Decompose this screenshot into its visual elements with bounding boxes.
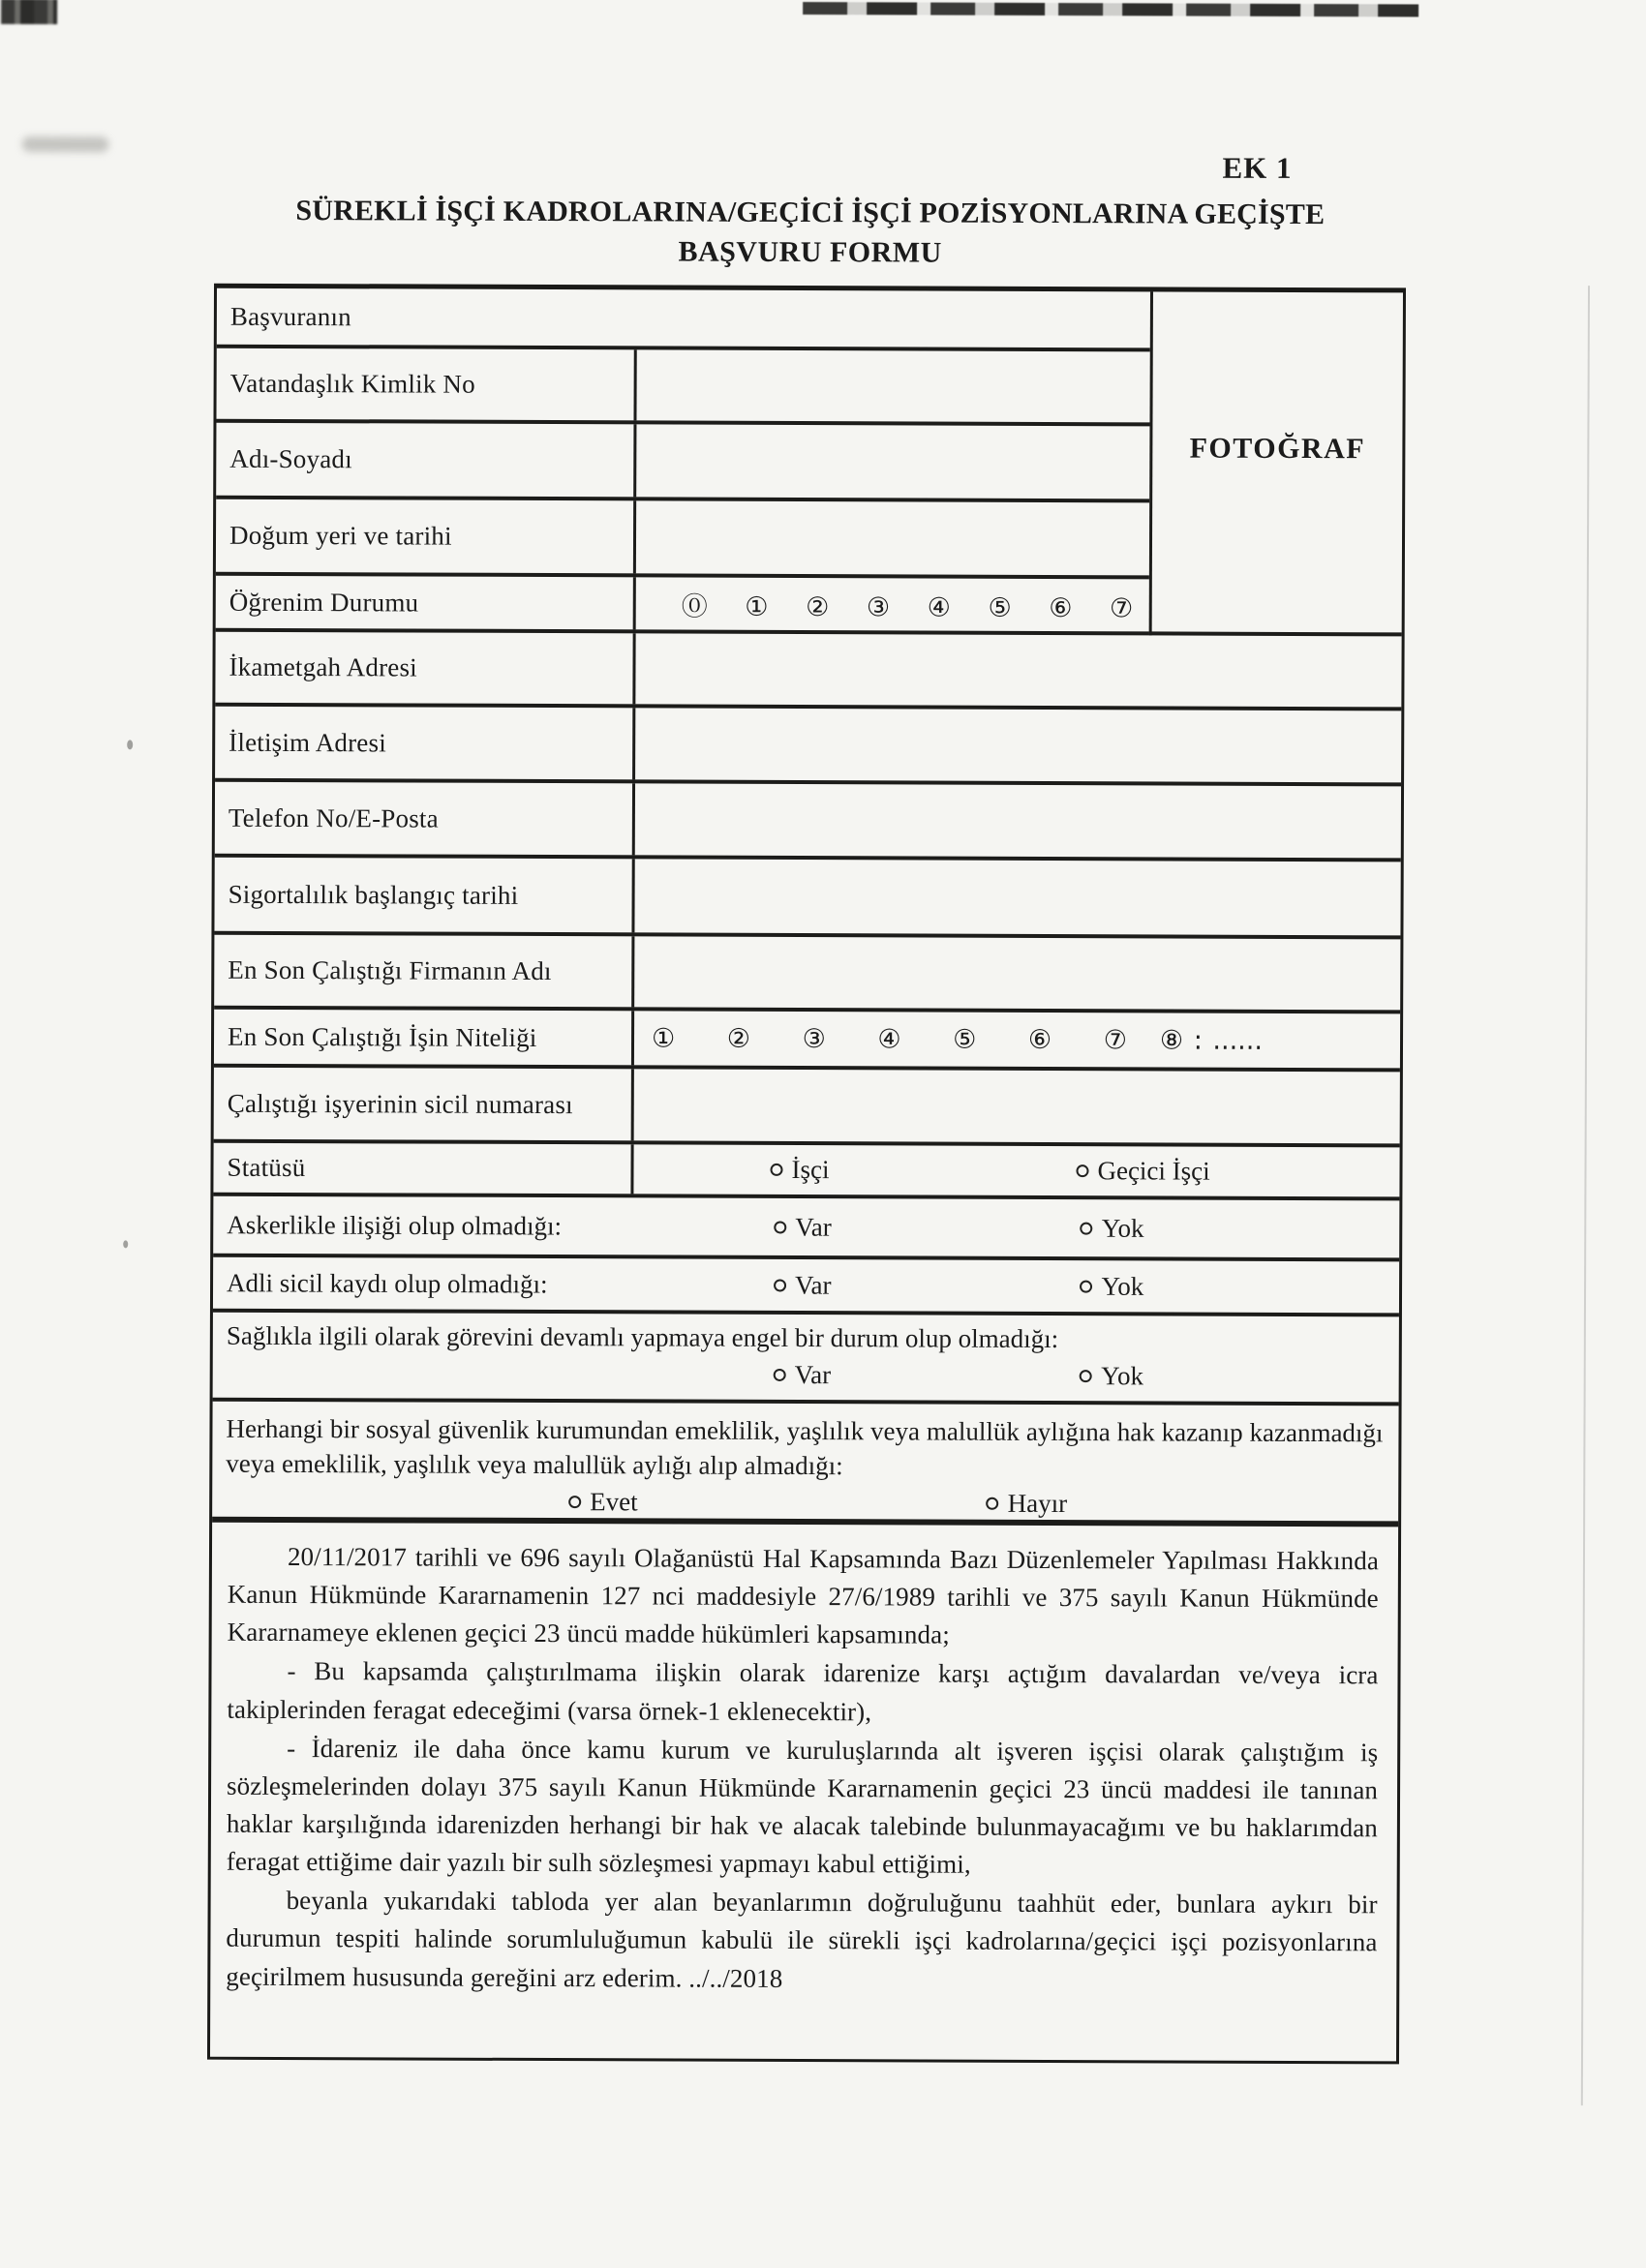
row-last-job-type: [214, 1010, 1400, 1073]
criminal-record-label: Adli sicil kaydı olup olmadığı:: [227, 1267, 548, 1299]
declaration-item-1: - Bu kapsamda çalıştırılmama ilişkin olarak idarenize karşı açtığım davalardan ve/veya icra takiplerinden feragat edeceğimi (varsa örnek-1 eklenecektir),: [227, 1656, 1379, 1726]
status-option-temp-worker[interactable]: [1076, 1156, 1209, 1187]
row-pension-status: [212, 1402, 1398, 1527]
row-phone-email: [215, 782, 1401, 862]
military-option-var[interactable]: [774, 1212, 832, 1242]
row-workplace-registry-no: [214, 1068, 1400, 1148]
last-job-type-other-choice[interactable]: ⑧ : ......: [1159, 1024, 1263, 1056]
status-option-worker[interactable]: [770, 1155, 829, 1185]
status-option-worker-label: İşçi: [791, 1154, 830, 1185]
health-option-yok[interactable]: [1080, 1361, 1143, 1391]
form-title-block: [214, 195, 1406, 272]
row-last-company-name: [214, 935, 1400, 1014]
scan-speck: [127, 740, 133, 749]
residence-address-field[interactable]: [635, 633, 1401, 707]
health-option-yok-label: Yok: [1101, 1361, 1144, 1391]
row-status: [213, 1143, 1399, 1201]
pension-option-hayir-label: Hayır: [1007, 1488, 1068, 1518]
declaration-closing: beyanla yukarıdaki tabloda yer alan beyanlarımın doğruluğunu taahhüt eder, bunlara aykırı bir durumun tespiti halinde sorumluluğumun kabulü ile sürekli işçi kadrolarına/geçici işçi pozisyonlarına geçirilmem hususunda gereğini arz ederim. ../../2018: [226, 1886, 1378, 1993]
health-option-var[interactable]: [774, 1360, 832, 1390]
radio-circle-icon: [774, 1369, 786, 1381]
criminal-option-var[interactable]: [774, 1270, 832, 1300]
scan-artifact-smudge: [22, 136, 109, 152]
residence-address-label: İkametgah Adresi: [215, 632, 635, 705]
birth-place-date-label: Doğum yeri ve tarihi: [216, 499, 636, 574]
row-birth-place-date: [216, 499, 1149, 580]
pension-status-label: Herhangi bir sosyal güvenlik kurumundan emeklilik, yaşlılık veya malullük aylığına hak kazanıp kazanmadığı veya emeklilik, yaşlılık veya malullük aylığı alıp almadığı:: [226, 1413, 1384, 1481]
radio-circle-icon: [1080, 1370, 1092, 1382]
last-job-type-choices[interactable]: ① ② ③ ④ ⑤ ⑥ ⑦: [651, 1022, 1128, 1055]
military-option-yok-label: Yok: [1101, 1213, 1144, 1243]
full-name-label: Adı-Soyadı: [216, 423, 636, 498]
health-status-label: Sağlıkla ilgili olarak görevini devamlı yapmaya engel bir durum olup olmadığı:: [226, 1320, 1059, 1354]
last-company-name-field[interactable]: [634, 936, 1400, 1010]
declaration-block: [210, 1523, 1398, 2000]
pension-option-hayir[interactable]: [987, 1489, 1068, 1519]
military-option-yok[interactable]: [1081, 1213, 1144, 1243]
criminal-option-yok-label: Yok: [1101, 1271, 1144, 1301]
row-health-status: [213, 1313, 1399, 1406]
radio-circle-icon: [770, 1164, 782, 1176]
application-form-table: [207, 284, 1406, 2065]
radio-circle-icon: [568, 1496, 581, 1508]
scan-speck: [123, 1240, 128, 1248]
citizen-id-label: Vatandaşlık Kimlik No: [216, 348, 636, 421]
birth-place-date-field[interactable]: [636, 500, 1149, 575]
declaration-paragraph-1: 20/11/2017 tarihli ve 696 sayılı Olağanüstü Hal Kapsamında Bazı Düzenlemeler Yapılması Hakkında Kanun Hükmünde Kararnamenin 127 nci maddesiyle 27/6/1989 tarihli ve 375 sayılı Kanun Hükmünde Kararnameye eklenen geçici 23 üncü madde hükümleri kapsamında;: [227, 1541, 1380, 1649]
form-subtitle: BAŞVURU FORMU: [678, 235, 942, 269]
applicant-info-rows: [216, 288, 1150, 636]
workplace-registry-no-field[interactable]: [634, 1069, 1400, 1143]
photo-label: FOTOĞRAF: [1189, 432, 1366, 465]
criminal-option-var-label: Var: [795, 1270, 832, 1300]
radio-circle-icon: [987, 1497, 999, 1510]
health-option-var-label: Var: [794, 1360, 832, 1390]
education-level-label: Öğrenim Durumu: [216, 576, 636, 630]
applicant-header-label: Başvuranın: [229, 301, 351, 331]
criminal-option-yok[interactable]: [1080, 1271, 1143, 1301]
status-option-temp-worker-label: Geçici İşçi: [1097, 1156, 1210, 1186]
annex-label: EK 1: [1222, 150, 1293, 185]
radio-circle-icon: [774, 1279, 786, 1291]
radio-circle-icon: [1076, 1164, 1088, 1177]
row-insurance-start-date: [214, 858, 1400, 940]
pension-option-evet[interactable]: [568, 1487, 638, 1517]
full-name-field[interactable]: [636, 424, 1149, 499]
row-residence-address: [215, 632, 1401, 711]
education-level-choices[interactable]: ⓪ ① ② ③ ④ ⑤ ⑥ ⑦: [681, 591, 1134, 623]
insurance-start-date-label: Sigortalılık başlangıç tarihi: [214, 858, 634, 933]
last-company-name-label: En Son Çalıştığı Firmanın Adı: [214, 935, 634, 1008]
contact-address-field[interactable]: [635, 708, 1401, 782]
workplace-registry-no-label: Çalıştığı işyerinin sicil numarası: [214, 1068, 634, 1141]
row-applicant-header: [217, 288, 1150, 352]
row-contact-address: [215, 707, 1401, 787]
radio-circle-icon: [774, 1221, 786, 1233]
status-label: Statüsü: [213, 1143, 633, 1194]
radio-circle-icon: [1081, 1280, 1093, 1292]
contact-address-label: İletişim Adresi: [215, 707, 635, 780]
row-criminal-record: [213, 1257, 1399, 1317]
row-education-level: [216, 576, 1149, 636]
military-option-var-label: Var: [795, 1212, 832, 1242]
phone-email-label: Telefon No/E-Posta: [215, 782, 635, 856]
last-job-type-label: En Son Çalıştığı İşin Niteliği: [214, 1010, 634, 1066]
row-citizen-id: [216, 348, 1149, 427]
radio-circle-icon: [1081, 1222, 1093, 1234]
military-status-label: Askerlikle ilişiği olup olmadığı:: [227, 1209, 563, 1241]
pension-option-evet-label: Evet: [590, 1487, 638, 1517]
declaration-item-2: - İdareniz ile daha önce kamu kurum ve kuruluşlarında alt işveren işçisi olarak çalıştığım iş sözleşmelerinden dolayı 375 sayılı Kanun Hükmünde Kararnamenin geçici 23 üncü maddesi ile tanınan haklar karşılığında idarenizden herhangi bir hak ve alacak talebinde bulunmayacağımı ve bu haklarımdan feragat ettiğime dair yazılı bir sulh sözleşmesi yapmayı kabul ettiğimi,: [226, 1733, 1379, 1879]
row-military-status: [213, 1196, 1399, 1262]
scan-artifact-edge-line: [1581, 286, 1590, 2105]
citizen-id-field[interactable]: [636, 349, 1149, 422]
row-full-name: [216, 423, 1149, 503]
scan-artifact-top-strip: [803, 2, 1418, 16]
form-title: SÜREKLİ İŞÇİ KADROLARINA/GEÇİCİ İŞÇİ POZİSYONLARINA GEÇİŞTE: [295, 195, 1326, 231]
insurance-start-date-field[interactable]: [634, 859, 1400, 935]
phone-email-field[interactable]: [635, 783, 1401, 858]
photo-box: [1149, 291, 1403, 636]
scan-artifact-top-left: [1, 0, 57, 24]
